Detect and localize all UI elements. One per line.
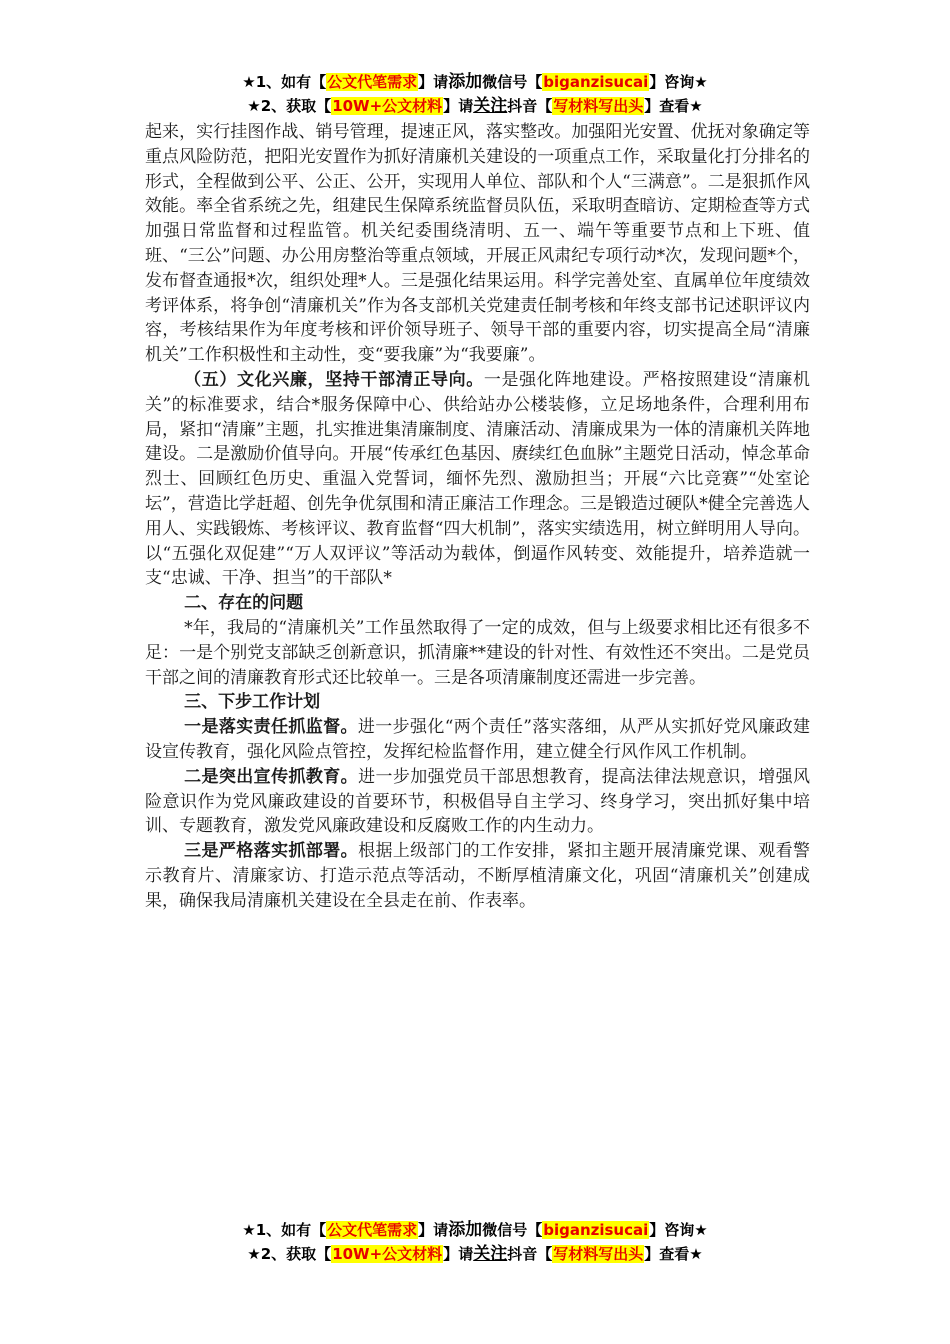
promo-douyin-id: 写材料写出头 [553,97,644,115]
promo-wechat-id: biganzisucai [543,73,649,91]
promo-highlight: 10W+公文材料 [332,97,443,115]
paragraph-title: 二是突出宣传抓教育。 [184,766,359,787]
promo-line-2: ★2、获取【10W+公文材料】请关注抖音【写材料写出头】查看★ [247,96,703,116]
paragraph: （五）文化兴廉，坚持干部清正导向。一是强化阵地建设。严格按照建设“清廉机关”的标准要求，结合*服务保障中心、供给站办公楼装修，立足场地条件，合理利用布局，紧扣“清廉”主题，扎实推进集清廉制度、清廉活动、清廉成果为一体的清廉机关阵地建设。二是激励价值导向。开展“传承红色基因、赓续红色血脉”主题党日活动，悼念革命烈士、回顾红色历史、重温入党誓词，缅怀先烈、激励担当；开展“六比竞赛”“处室论坛”，营造比学赶超、创先争优氛围和清正廉洁工作理念。三是锻造过硬队*健全完善选人用人、实践锻炼、考核评议、教育监督“四大机制”，落实实绩选用，树立鲜明用人导向。以“五强化双促建”“万人双评议”等活动为载体，倒逼作风转变、效能提升，培养造就一支“忠诚、干净、担当”的干部队* [145,369,810,589]
paragraph: 一是落实责任抓监督。进一步强化“两个责任”落实落细，从严从实抓好党风廉政建设宣传教育，强化风险点管控，发挥纪检监督作用，建立健全行风作风工作机制。 [145,717,811,762]
promo-line-1: ★1、如有【公文代笔需求】请添加微信号【biganzisucai】咨询★ [242,1220,708,1240]
document-body [145,120,810,914]
promo-highlight: 公文代笔需求 [327,1221,418,1239]
top-promo-banner [0,70,950,118]
paragraph-title: 一是落实责任抓监督。 [184,717,358,738]
bottom-promo-banner [0,1218,950,1266]
paragraph: 二是突出宣传抓教育。进一步加强党员干部思想教育，提高法律法规意识，增强风险意识作为党风廉政建设的首要环节，积极倡导自主学习、终身学习，突出抓好集中培训、专题教育，激发党风廉政建设和反腐败工作的内生动力。 [145,766,811,837]
promo-line-1: ★1、如有【公文代笔需求】请添加微信号【biganzisucai】咨询★ [242,72,708,92]
promo-highlight: 公文代笔需求 [327,73,418,91]
section-heading: 二、存在的问题 [184,593,304,614]
paragraph: 起来，实行挂图作战、销号管理，提速正风，落实整改。加强阳光安置、优抚对象确定等重点风险防范，把阳光安置作为抓好清廉机关建设的一项重点工作，采取量化打分排名的形式，全程做到公平、公正、公开，实现用人单位、部队和个人“三满意”。二是狠抓作风效能。率全省系统之先，组建民生保障系统监督员队伍，采取明查暗访、定期检查等方式加强日常监督和过程监管。机关纪委围绕清明、五一、端午等重要节点和上下班、值班、“三公”问题、办公用房整治等重点领域，开展正风肃纪专项行动*次，发现问题*个，发布督查通报*次，组织处理*人。三是强化结果运用。科学完善处室、直属单位年度绩效考评体系，将争创“清廉机关”作为各支部机关党建责任制考核和年终支部书记述职评议内容，考核结果作为年度考核和评价领导班子、领导干部的重要内容，切实提高全局“清廉机关”工作积极性和主动性，变“要我廉”为“我要廉”。 [145,122,810,366]
promo-douyin-id: 写材料写出头 [553,1245,644,1263]
paragraph: *年，我局的“清廉机关”工作虽然取得了一定的成效，但与上级要求相比还有很多不足：一是个别党支部缺乏创新意识，抓清廉**建设的针对性、有效性还不突出。二是党员干部之间的清廉教育形式还比较单一。三是各项清廉制度还需进一步完善。 [145,617,810,688]
promo-wechat-id: biganzisucai [543,1221,649,1239]
promo-line-2: ★2、获取【10W+公文材料】请关注抖音【写材料写出头】查看★ [247,1244,703,1264]
paragraph-title: 三是严格落实抓部署。 [184,841,359,862]
promo-highlight: 10W+公文材料 [332,1245,443,1263]
section-heading: 三、下步工作计划 [184,692,321,713]
paragraph-title: （五）文化兴廉，坚持干部清正导向。 [184,369,484,390]
paragraph: 三是严格落实抓部署。根据上级部门的工作安排，紧扣主题开展清廉党课、观看警示教育片、清廉家访、打造示范点等活动，不断厚植清廉文化，巩固“清廉机关”创建成果，确保我局清廉机关建设在全县走在前、作表率。 [145,841,811,911]
